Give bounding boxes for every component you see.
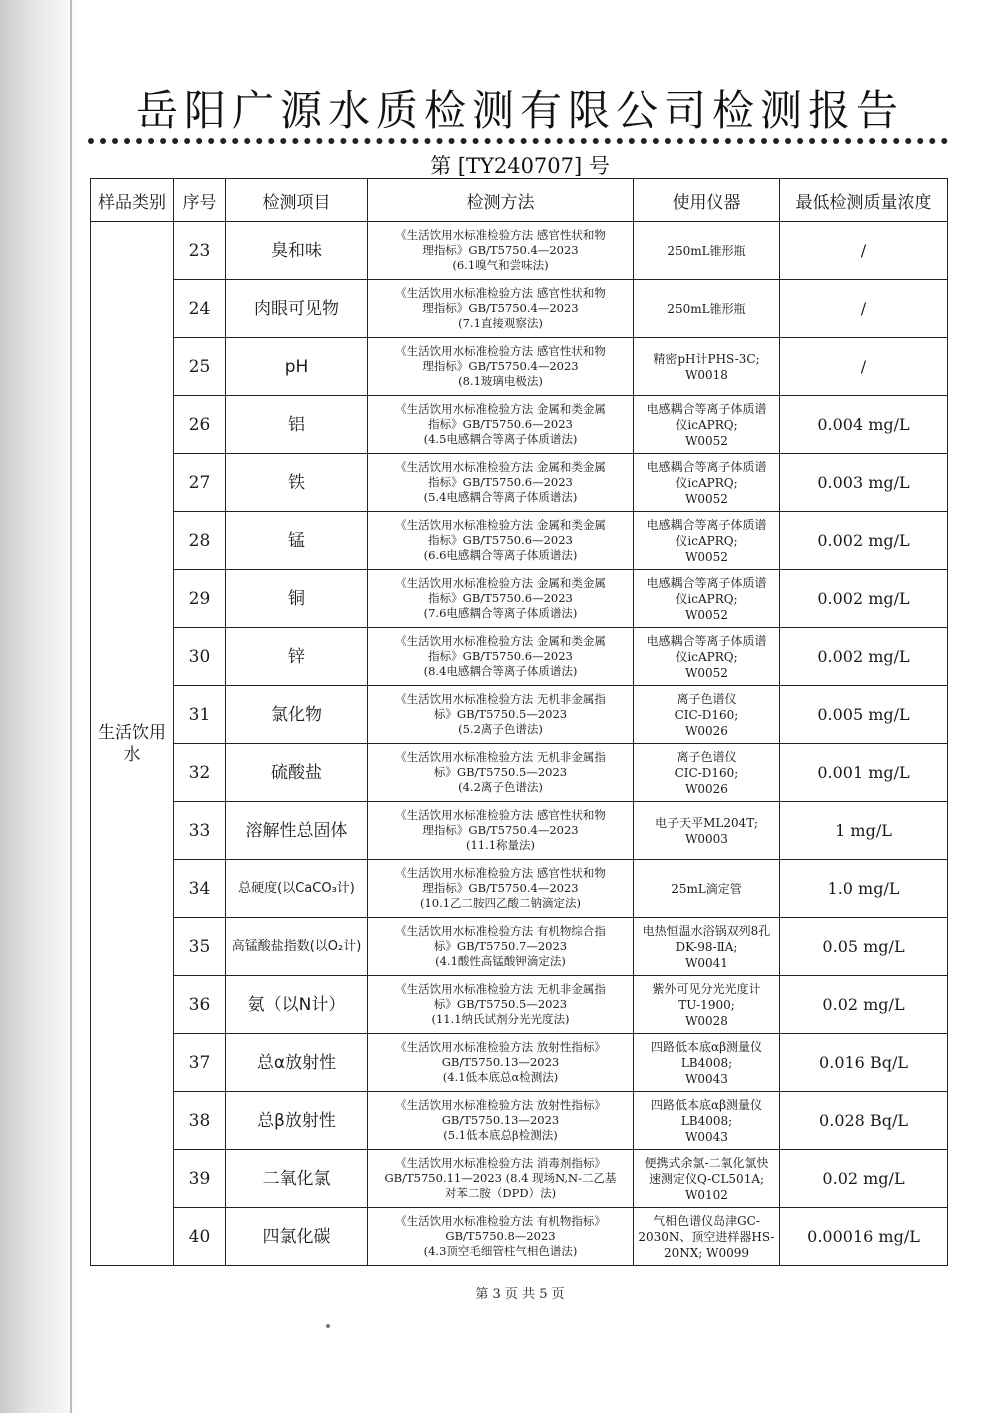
- method-line: 《生活饮用水标准检验方法 金属和类金属: [395, 460, 606, 474]
- test-item: 氨（以N计）: [226, 976, 368, 1034]
- method-line: 指标》GB/T5750.6—2023: [428, 417, 573, 431]
- instrument-line: W0102: [685, 1187, 728, 1202]
- row-number: 30: [174, 628, 226, 686]
- header-instrument: 使用仪器: [634, 179, 780, 222]
- method-line: GB/T5750.8—2023: [445, 1229, 556, 1243]
- instrument-line: 离子色谱仪: [676, 749, 737, 764]
- instrument-line: W0026: [685, 723, 728, 738]
- instrument-line: CIC-D160;: [674, 765, 739, 780]
- title-divider: [88, 138, 948, 144]
- table-row: [91, 860, 948, 918]
- row-number: 24: [174, 280, 226, 338]
- instrument-line: 电热恒温水浴锅双列8孔: [642, 923, 771, 938]
- test-item: 铝: [226, 396, 368, 454]
- instrument-line: W0043: [685, 1129, 728, 1144]
- method-line: 理指标》GB/T5750.4—2023: [422, 301, 579, 315]
- test-item: 硫酸盐: [226, 744, 368, 802]
- instrument: [634, 918, 780, 976]
- test-item: 锌: [226, 628, 368, 686]
- test-method: [368, 338, 634, 396]
- instrument-line: DK-98-ⅡA;: [675, 939, 738, 954]
- method-line: 标》GB/T5750.5—2023: [433, 765, 568, 779]
- method-line: (10.1乙二胺四乙酸二钠滴定法): [419, 896, 582, 910]
- instrument: [634, 976, 780, 1034]
- instrument: [634, 628, 780, 686]
- instrument: [634, 860, 780, 918]
- test-item: 肉眼可见物: [226, 280, 368, 338]
- test-method: [368, 396, 634, 454]
- method-line: 《生活饮用水标准检验方法 感官性状和物: [395, 228, 606, 242]
- row-number: 37: [174, 1034, 226, 1092]
- method-line: (11.1纳氏试剂分光光度法): [431, 1012, 570, 1026]
- table-row: [91, 686, 948, 744]
- method-line: (11.1称量法): [465, 838, 536, 852]
- instrument: [634, 454, 780, 512]
- test-item: 高锰酸盐指数(以O₂计): [226, 918, 368, 976]
- table-row: [91, 338, 948, 396]
- detection-limit: 0.002 mg/L: [780, 628, 948, 686]
- test-items-table: [90, 178, 948, 1266]
- method-line: 《生活饮用水标准检验方法 金属和类金属: [395, 518, 606, 532]
- row-number: 25: [174, 338, 226, 396]
- method-line: 《生活饮用水标准检验方法 放射性指标》: [395, 1040, 606, 1054]
- method-line: 对苯二胺（DPD）法): [444, 1186, 557, 1200]
- table-row: [91, 1208, 948, 1266]
- method-line: 理指标》GB/T5750.4—2023: [422, 881, 579, 895]
- instrument: [634, 1092, 780, 1150]
- scan-speck: [326, 1324, 330, 1328]
- detection-limit: 0.016 Bq/L: [780, 1034, 948, 1092]
- detection-limit: 0.001 mg/L: [780, 744, 948, 802]
- instrument-line: 紫外可见分光光度计: [652, 981, 761, 996]
- detection-limit: 1.0 mg/L: [780, 860, 948, 918]
- method-line: 指标》GB/T5750.6—2023: [428, 533, 573, 547]
- instrument-line: W0043: [685, 1071, 728, 1086]
- instrument: [634, 570, 780, 628]
- instrument-line: W0018: [685, 367, 728, 382]
- method-line: 理指标》GB/T5750.4—2023: [422, 823, 579, 837]
- instrument-line: W0028: [685, 1013, 728, 1028]
- method-line: 《生活饮用水标准检验方法 有机物综合指: [395, 924, 606, 938]
- instrument-line: 电感耦合等离子体质谱: [646, 575, 767, 590]
- test-method: [368, 1208, 634, 1266]
- method-line: GB/T5750.11—2023 (8.4 现场N,N-二乙基: [384, 1171, 617, 1185]
- test-method: [368, 1092, 634, 1150]
- row-number: 36: [174, 976, 226, 1034]
- method-line: 《生活饮用水标准检验方法 无机非金属指: [395, 750, 606, 764]
- test-item: 锰: [226, 512, 368, 570]
- table-row: [91, 512, 948, 570]
- row-number: 34: [174, 860, 226, 918]
- test-method: [368, 802, 634, 860]
- test-item: pH: [226, 338, 368, 396]
- method-line: 《生活饮用水标准检验方法 金属和类金属: [395, 576, 606, 590]
- table-row: [91, 918, 948, 976]
- instrument-line: 250mL锥形瓶: [667, 243, 746, 258]
- test-method: [368, 744, 634, 802]
- test-method: [368, 628, 634, 686]
- detection-limit: 0.004 mg/L: [780, 396, 948, 454]
- row-number: 38: [174, 1092, 226, 1150]
- method-line: 标》GB/T5750.5—2023: [433, 997, 568, 1011]
- method-line: GB/T5750.13—2023: [441, 1055, 560, 1069]
- header-category: 样品类别: [91, 179, 174, 222]
- instrument-line: W0052: [685, 433, 728, 448]
- method-line: 标》GB/T5750.5—2023: [433, 707, 568, 721]
- method-line: (6.6电感耦合等离子体质谱法): [423, 548, 578, 562]
- instrument-line: 电感耦合等离子体质谱: [646, 459, 767, 474]
- instrument: [634, 338, 780, 396]
- method-line: 《生活饮用水标准检验方法 金属和类金属: [395, 402, 606, 416]
- test-method: [368, 976, 634, 1034]
- method-line: 《生活饮用水标准检验方法 无机非金属指: [395, 982, 606, 996]
- method-line: (5.4电感耦合等离子体质谱法): [423, 490, 578, 504]
- table-row: [91, 1092, 948, 1150]
- test-method: [368, 1150, 634, 1208]
- row-number: 29: [174, 570, 226, 628]
- instrument-line: 离子色谱仪: [676, 691, 737, 706]
- instrument-line: 电感耦合等离子体质谱: [646, 401, 767, 416]
- test-method: [368, 512, 634, 570]
- test-method: [368, 1034, 634, 1092]
- detection-limit: /: [780, 280, 948, 338]
- method-line: (8.4电感耦合等离子体质谱法): [423, 664, 578, 678]
- sample-category-cell: 生活饮用水: [91, 222, 174, 1266]
- test-method: [368, 570, 634, 628]
- instrument: [634, 396, 780, 454]
- page-edge: [70, 0, 72, 1413]
- test-method: [368, 454, 634, 512]
- method-line: (7.1直接观察法): [458, 316, 543, 330]
- test-item: 铜: [226, 570, 368, 628]
- instrument: [634, 512, 780, 570]
- detection-limit: 0.02 mg/L: [780, 1150, 948, 1208]
- instrument-line: 电感耦合等离子体质谱: [646, 517, 767, 532]
- table-header-row: [91, 179, 948, 222]
- instrument-line: 2030N、顶空进样器HS-: [638, 1229, 775, 1244]
- row-number: 31: [174, 686, 226, 744]
- method-line: 指标》GB/T5750.6—2023: [428, 649, 573, 663]
- table-row: [91, 396, 948, 454]
- method-line: GB/T5750.13—2023: [441, 1113, 560, 1127]
- test-item: 总硬度(以CaCO₃计): [226, 860, 368, 918]
- method-line: 《生活饮用水标准检验方法 感官性状和物: [395, 808, 606, 822]
- instrument-line: 仪icAPRQ;: [675, 417, 738, 432]
- test-method: [368, 222, 634, 280]
- instrument: [634, 1034, 780, 1092]
- row-number: 35: [174, 918, 226, 976]
- method-line: 指标》GB/T5750.6—2023: [428, 475, 573, 489]
- row-number: 23: [174, 222, 226, 280]
- method-line: (4.5电感耦合等离子体质谱法): [423, 432, 578, 446]
- row-number: 33: [174, 802, 226, 860]
- page-footer: 第 3 页 共 5 页: [475, 1287, 565, 1302]
- instrument: [634, 1208, 780, 1266]
- method-line: 《生活饮用水标准检验方法 金属和类金属: [395, 634, 606, 648]
- instrument-line: CIC-D160;: [674, 707, 739, 722]
- instrument-line: W0026: [685, 781, 728, 796]
- row-number: 32: [174, 744, 226, 802]
- detection-limit: 1 mg/L: [780, 802, 948, 860]
- method-line: (7.6电感耦合等离子体质谱法): [423, 606, 578, 620]
- instrument-line: LB4008;: [680, 1055, 733, 1070]
- detection-limit: 0.00016 mg/L: [780, 1208, 948, 1266]
- test-method: [368, 860, 634, 918]
- test-method: [368, 918, 634, 976]
- test-method: [368, 280, 634, 338]
- instrument: [634, 222, 780, 280]
- test-item: 总α放射性: [226, 1034, 368, 1092]
- table-row: [91, 628, 948, 686]
- header-method: 检测方法: [368, 179, 634, 222]
- detection-limit: 0.02 mg/L: [780, 976, 948, 1034]
- instrument: [634, 802, 780, 860]
- instrument-line: 四路低本底αβ测量仪: [650, 1097, 763, 1112]
- method-line: 《生活饮用水标准检验方法 有机物指标》: [395, 1214, 606, 1228]
- test-item: 氯化物: [226, 686, 368, 744]
- instrument: [634, 686, 780, 744]
- instrument-line: 25mL滴定管: [671, 881, 742, 896]
- method-line: (6.1嗅气和尝味法): [452, 258, 549, 272]
- scan-shadow: [0, 0, 78, 1413]
- method-line: 指标》GB/T5750.6—2023: [428, 591, 573, 605]
- instrument-line: 便携式余氯-二氧化氯快: [644, 1155, 769, 1170]
- test-item: 臭和味: [226, 222, 368, 280]
- method-line: 《生活饮用水标准检验方法 消毒剂指标》: [395, 1156, 606, 1170]
- instrument-line: 仪icAPRQ;: [675, 649, 738, 664]
- detection-limit: 0.028 Bq/L: [780, 1092, 948, 1150]
- instrument-line: 电子天平ML204T;: [655, 815, 758, 830]
- table-row: [91, 222, 948, 280]
- table-row: [91, 976, 948, 1034]
- test-item: 二氧化氯: [226, 1150, 368, 1208]
- instrument-line: W0041: [685, 955, 728, 970]
- table-row: [91, 744, 948, 802]
- method-line: (8.1玻璃电极法): [458, 374, 543, 388]
- method-line: 理指标》GB/T5750.4—2023: [422, 359, 579, 373]
- instrument-line: W0052: [685, 607, 728, 622]
- report-number: 第 [TY240707] 号: [430, 154, 610, 178]
- method-line: 标》GB/T5750.7—2023: [433, 939, 568, 953]
- instrument-line: LB4008;: [680, 1113, 733, 1128]
- method-line: 《生活饮用水标准检验方法 无机非金属指: [395, 692, 606, 706]
- header-item: 检测项目: [226, 179, 368, 222]
- instrument-line: 仪icAPRQ;: [675, 591, 738, 606]
- header-number: 序号: [174, 179, 226, 222]
- instrument-line: W0052: [685, 665, 728, 680]
- instrument-line: 电感耦合等离子体质谱: [646, 633, 767, 648]
- table-row: [91, 1150, 948, 1208]
- method-line: 理指标》GB/T5750.4—2023: [422, 243, 579, 257]
- detection-limit: 0.05 mg/L: [780, 918, 948, 976]
- instrument-line: TU-1900;: [678, 997, 735, 1012]
- detection-limit: 0.003 mg/L: [780, 454, 948, 512]
- instrument: [634, 280, 780, 338]
- method-line: (4.2离子色谱法): [458, 780, 543, 794]
- table-row: [91, 570, 948, 628]
- table-row: [91, 280, 948, 338]
- instrument-line: 四路低本底αβ测量仪: [650, 1039, 763, 1054]
- instrument-line: W0003: [685, 831, 728, 846]
- method-line: (4.1低本底总α检测法): [442, 1070, 559, 1084]
- instrument-line: 仪icAPRQ;: [675, 533, 738, 548]
- method-line: (5.1低本底总β检测法): [443, 1128, 558, 1142]
- instrument-line: 250mL锥形瓶: [667, 301, 746, 316]
- method-line: 《生活饮用水标准检验方法 感官性状和物: [395, 344, 606, 358]
- table-row: [91, 1034, 948, 1092]
- test-item: 铁: [226, 454, 368, 512]
- method-line: (5.2离子色谱法): [458, 722, 543, 736]
- table-row: [91, 802, 948, 860]
- detection-limit: /: [780, 222, 948, 280]
- test-item: 总β放射性: [226, 1092, 368, 1150]
- instrument-line: 仪icAPRQ;: [675, 475, 738, 490]
- instrument-line: W0052: [685, 491, 728, 506]
- detection-limit: /: [780, 338, 948, 396]
- method-line: 《生活饮用水标准检验方法 感官性状和物: [395, 286, 606, 300]
- detection-limit: 0.002 mg/L: [780, 512, 948, 570]
- detection-limit: 0.002 mg/L: [780, 570, 948, 628]
- instrument: [634, 1150, 780, 1208]
- header-limit: 最低检测质量浓度: [780, 179, 948, 222]
- instrument-line: 20NX; W0099: [663, 1245, 750, 1260]
- row-number: 40: [174, 1208, 226, 1266]
- table-row: [91, 454, 948, 512]
- test-item: 溶解性总固体: [226, 802, 368, 860]
- test-method: [368, 686, 634, 744]
- report-title: 岳阳广源水质检测有限公司检测报告: [135, 86, 904, 135]
- method-line: (4.1酸性高锰酸钾滴定法): [435, 954, 566, 968]
- row-number: 28: [174, 512, 226, 570]
- instrument: [634, 744, 780, 802]
- instrument-line: 速测定仪Q-CL501A;: [648, 1171, 765, 1186]
- method-line: (4.3顶空毛细管柱气相色谱法): [423, 1244, 578, 1258]
- instrument-line: 精密pH计PHS-3C;: [653, 351, 760, 366]
- test-item: 四氯化碳: [226, 1208, 368, 1266]
- row-number: 27: [174, 454, 226, 512]
- instrument-line: 气相色谱仪岛津GC-: [653, 1213, 760, 1228]
- row-number: 26: [174, 396, 226, 454]
- row-number: 39: [174, 1150, 226, 1208]
- instrument-line: W0052: [685, 549, 728, 564]
- method-line: 《生活饮用水标准检验方法 感官性状和物: [395, 866, 606, 880]
- detection-limit: 0.005 mg/L: [780, 686, 948, 744]
- method-line: 《生活饮用水标准检验方法 放射性指标》: [395, 1098, 606, 1112]
